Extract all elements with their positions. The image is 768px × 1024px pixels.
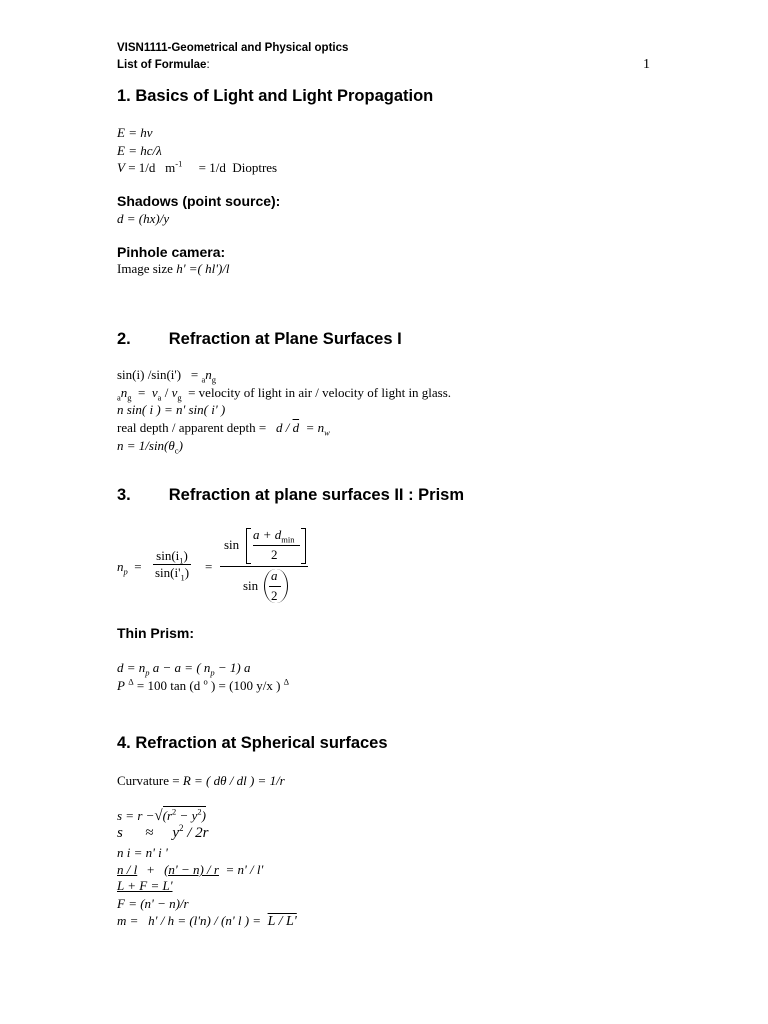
prism-sine-fraction — [153, 548, 191, 581]
eq-curvature — [117, 773, 285, 789]
refr-term-1: n / l — [117, 862, 138, 877]
inner-fraction-bar-bottom — [269, 586, 281, 587]
section-2-number: 2. — [117, 330, 131, 348]
ratio-text: = velocity of light in air / velocity of light in glass. — [188, 385, 452, 400]
sag-end: ) — [201, 808, 206, 823]
snell-n: n — [205, 367, 212, 382]
depth-sub: w — [324, 427, 330, 438]
eq-sag-approx — [117, 825, 209, 842]
power-eq: = 100 tan (d — [136, 678, 201, 693]
depth-eq2: = n — [305, 420, 325, 435]
mag-lhs: m = — [117, 913, 139, 928]
eq-sag — [117, 808, 206, 825]
a-letter: a — [271, 568, 278, 583]
eq-photon-energy — [117, 125, 153, 141]
eq3-mid: = 1/d — [128, 160, 156, 175]
sine-ratio-fraction — [153, 548, 191, 581]
ratio-va: a — [157, 392, 162, 403]
sag-mid: − y — [176, 808, 198, 823]
ratio-v2: v — [171, 385, 178, 400]
sag-sq-1: 2 — [172, 806, 177, 817]
shadow-eq: d = (hx)/y — [117, 211, 170, 226]
section-3-number: 3. — [117, 486, 131, 504]
critical-end: ) — [178, 438, 183, 453]
sag-sq-2: 2 — [197, 806, 202, 817]
power-end: ) = (100 y/x ) — [210, 678, 281, 693]
page-number: 1 — [643, 57, 650, 72]
a-top — [271, 568, 278, 584]
sin-i1-sub: 1 — [179, 555, 184, 566]
course-title: VISN1111-Geometrical and Physical optics — [117, 42, 349, 54]
ratio-equals: = — [138, 385, 146, 400]
section-2-title — [117, 330, 402, 349]
eq3-exp: -1 — [175, 158, 183, 169]
approx-rhs: / 2r — [183, 825, 209, 841]
thin-eq-sub1: p — [145, 667, 150, 678]
left-bracket — [246, 528, 251, 564]
ratio-vg: g — [177, 392, 182, 403]
eq-critical-angle — [117, 438, 183, 454]
eq1-lhs: E — [117, 125, 125, 140]
thin-prism-title: Thin Prism: — [117, 625, 195, 641]
depth-label: real depth / apparent depth = — [117, 420, 267, 435]
sqrt-sign: √ — [154, 808, 163, 824]
eq3-dioptres: Dioptres — [232, 160, 278, 175]
critical-eq: n = 1/sin(θ — [117, 438, 175, 453]
refr-term-2: (n' − n) / r — [164, 862, 219, 877]
delta-sup-2: Δ — [283, 676, 290, 687]
section-3-title — [117, 486, 464, 505]
pinhole-title: Pinhole camera: — [117, 244, 226, 260]
approx-sq: 2 — [179, 823, 184, 833]
ratio-sub-a: a — [117, 392, 121, 403]
section-2-heading: Refraction at Plane Surfaces I — [168, 330, 402, 348]
right-bracket — [301, 528, 306, 564]
sin-i1p: sin(i' — [155, 565, 181, 580]
mag-vergence: L / L' — [267, 914, 297, 929]
surface-power: F = (n' − n)/r — [117, 896, 189, 911]
deg-sup: o — [203, 676, 208, 687]
prism-top-sin: sin — [224, 537, 240, 552]
min-sub: min — [281, 534, 295, 545]
thin-eq-3: − 1) a — [217, 660, 251, 675]
ratio-v1: v — [151, 385, 158, 400]
approx-s: s — [117, 825, 123, 841]
vergence-sum: L + F = L' — [117, 878, 173, 893]
depth-eq: d / $\overline{d}$ — [275, 420, 300, 435]
critical-sub: c — [174, 445, 179, 456]
approx-y: y — [172, 825, 179, 841]
eq-vergence — [117, 160, 277, 176]
section-4-title: 4. Refraction at Spherical surfaces — [117, 734, 388, 752]
prism-n: n — [117, 559, 124, 574]
snell-law: n sin( i ) = n' sin( i' ) — [117, 402, 226, 417]
prism-equals-2: = — [205, 559, 213, 574]
snell-sub-g: g — [211, 374, 216, 385]
thin-eq-sub2: p — [210, 667, 215, 678]
sin-i1: sin(i — [156, 548, 180, 563]
sin-i1p-sub: 1 — [180, 572, 185, 583]
list-colon: : — [206, 59, 210, 71]
snell-sub-a: a — [201, 374, 206, 385]
eq1-rhs: = hν — [128, 125, 153, 140]
mag-rhs: h' / h = (l'n) / (n' l ) = — [148, 913, 262, 928]
prism-np — [117, 559, 142, 575]
power-P: P — [117, 678, 125, 693]
sag-root: (r — [162, 808, 173, 823]
prism-equals-1: = — [134, 559, 142, 574]
small-angle-snell: n i = n' i ' — [117, 845, 168, 860]
shadows-title: Shadows (point source): — [117, 193, 281, 209]
eq3-unit: m — [165, 160, 176, 175]
ratio-sub-g: g — [127, 392, 132, 403]
a-plus-dmin — [253, 527, 295, 543]
pinhole-label: Image size — [117, 261, 173, 276]
thin-eq-2: a − a = ( n — [152, 660, 211, 675]
eq-pinhole — [117, 261, 230, 277]
thin-eq-1: d = n — [117, 660, 146, 675]
list-label: List of Formulae — [117, 59, 207, 71]
curvature-eq: R = ( dθ / dl ) = 1/r — [182, 773, 285, 788]
inner-fraction-bar-top — [253, 545, 300, 546]
sine-denominator: $\sin(i'_1)$ — [155, 565, 190, 583]
eq-magnification — [117, 913, 297, 930]
sag-lhs: s = r − — [117, 808, 155, 823]
eq2-rhs: = hc/λ — [128, 143, 162, 158]
prism-n-sub: p — [123, 566, 128, 577]
eq-snell-ratio — [117, 367, 216, 383]
list-of-formulae-label — [117, 59, 210, 71]
eq-apparent-depth — [117, 420, 330, 436]
sqrt-radicand — [163, 806, 206, 823]
eq-thin-prism — [117, 660, 251, 676]
section-3-heading: Refraction at plane surfaces II : Prism — [168, 486, 465, 504]
eq-shadow — [117, 211, 169, 227]
prism-main-fraction-bar — [220, 566, 308, 567]
eq-velocity-ratio — [117, 385, 451, 401]
eq3-lhs: V — [117, 160, 125, 175]
eq3-alt: = 1/d — [198, 160, 226, 175]
eq-surface-power — [117, 896, 189, 912]
delta-sup-1: Δ — [128, 676, 134, 687]
eq2-lhs: E — [117, 143, 125, 158]
eq-refraction-spherical — [117, 862, 263, 878]
eq-prism-power — [117, 678, 289, 694]
snell-lhs: sin(i) /sin(i') — [117, 367, 182, 382]
section-1-title: 1. Basics of Light and Light Propagation — [117, 87, 434, 105]
apparent-depth-d: $\overline{d}$ — [292, 420, 300, 435]
sine-numerator: $\sin(i_1)$ — [153, 548, 191, 565]
refr-plus: + — [146, 862, 155, 877]
eq-energy-wavelength — [117, 143, 162, 159]
a-plus-d: a + d — [253, 527, 282, 542]
eq-small-angle-snell — [117, 845, 168, 861]
eq-snell-law — [117, 402, 225, 418]
two-bottom: 2 — [271, 588, 278, 603]
refr-term-3: = n' / l' — [225, 862, 264, 877]
approx-sign: ≈ — [145, 825, 154, 841]
snell-equals: = — [190, 367, 199, 382]
ratio-slash: / — [164, 385, 169, 400]
curvature-label: Curvature = — [117, 773, 180, 788]
eq-vergence-sum — [117, 878, 173, 894]
ratio-n: n — [120, 385, 128, 400]
pinhole-eq: h' =( hl')/l — [176, 261, 230, 276]
prism-bottom-sin: sin — [243, 578, 259, 593]
two-top: 2 — [271, 547, 278, 562]
